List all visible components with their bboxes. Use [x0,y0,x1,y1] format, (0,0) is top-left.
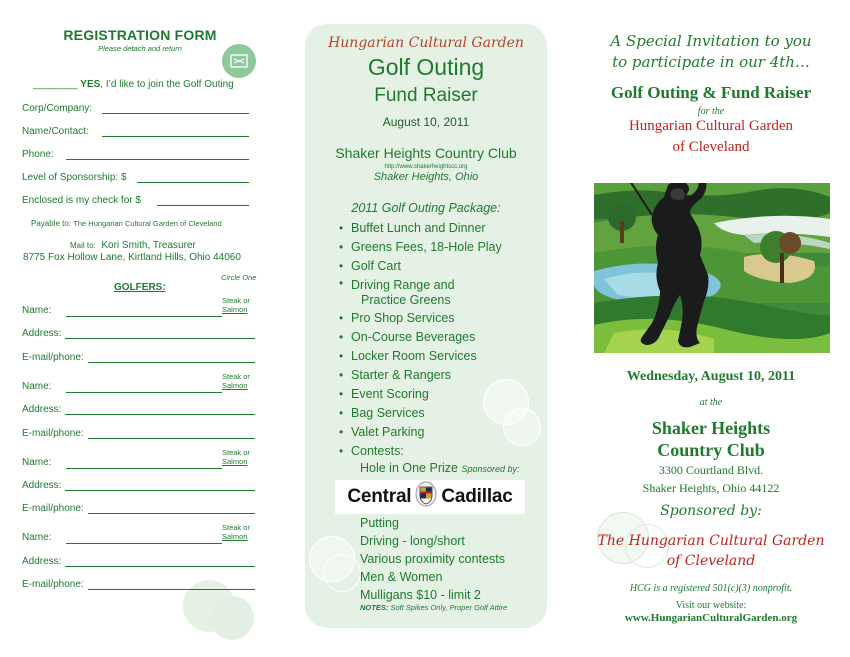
golfer-email-field[interactable] [88,589,255,590]
contest-item: Putting [360,516,399,530]
name-contact-field[interactable] [102,136,249,137]
golfer-address-field[interactable] [65,414,255,415]
golfer-name-field[interactable] [66,392,222,393]
sponsorship-label: Level of Sponsorship: $ [22,172,127,183]
golfer-name-field[interactable] [66,468,222,469]
golfer-email-label: E-mail/phone: [22,503,84,514]
list-item [339,276,502,309]
sponsorship-field[interactable] [137,182,249,183]
cadillac-crest-icon [415,481,437,513]
nonprofit-note: HCG is a registered 501(c)(3) nonprofit. [629,583,793,594]
golfer-address-label: Address: [22,328,62,339]
contest-item: Driving - long/short [360,534,465,548]
list-item-text: Driving Range and [351,278,455,292]
registration-panel [0,0,285,657]
club-city: Shaker Heights, Ohio [373,171,479,183]
org-name-line-1: Hungarian Cultural Garden [628,118,794,134]
org-name-line-2: of Cleveland [672,139,750,155]
list-item: • Starter & Rangers [339,366,502,385]
corp-field[interactable] [102,113,249,114]
invitation-line-2: to participate in our 4th… [612,53,810,71]
name-contact-label: Name/Contact: [22,126,89,137]
payable-line [31,219,222,228]
at-the-label: at the [699,397,723,408]
sponsor-name-line-2: of Cleveland [666,553,756,569]
yes-text: , I’d like to join the Golf Outing [100,79,234,90]
join-blank: ________ [33,79,78,90]
list-item: • Contests: [339,442,502,461]
golfer-email-field[interactable] [88,438,255,439]
club-name: Shaker Heights Country Club [335,145,517,161]
invitation-date: Wednesday, August 10, 2011 [626,369,796,384]
enclosed-field[interactable] [157,205,249,206]
list-item: • Bag Services [339,404,502,423]
join-line [33,79,234,90]
package-title: 2011 Golf Outing Package: [351,201,501,215]
enclosed-label: Enclosed is my check for $ [22,195,141,206]
phone-label: Phone: [22,149,54,160]
golfer-email-label: E-mail/phone: [22,352,84,363]
golfer-email-field[interactable] [88,362,255,363]
golfer-email-label: E-mail/phone: [22,579,84,590]
fund-raiser-title: Fund Raiser [374,85,478,106]
meal-choice[interactable]: Steak or Salmon [222,448,250,466]
golfer-email-field[interactable] [88,513,255,514]
contest-item: Men & Women [360,570,443,584]
golfer-address-field[interactable] [65,338,255,339]
registration-title: REGISTRATION FORM [63,27,217,43]
golfers-heading: GOLFERS: [114,282,166,293]
sponsor-left-word: Central [347,486,412,507]
hole-in-one-prize: Hole in One Prize [360,461,458,475]
mail-label: Mail to: [70,241,96,250]
golfer-name-field[interactable] [66,543,222,544]
meal-choice[interactable]: Steak or Salmon [222,372,250,390]
golfer-address-label: Address: [22,480,62,491]
sponsor-right-word: Cadillac [441,486,513,507]
list-item: • On-Course Beverages [339,328,502,347]
sponsored-by-heading: Sponsored by: [660,503,762,519]
event-title: Golf Outing & Fund Raiser [610,83,812,102]
contest-item: Mulligans $10 - limit 2 [360,588,481,602]
notes-line [360,603,507,612]
club-address-line-2: Shaker Heights, Ohio 44122 [642,481,780,495]
list-item: • Pro Shop Services [339,309,502,328]
phone-field[interactable] [66,159,249,160]
club-name-line-2: Country Club [657,440,765,460]
list-item-continuation: Practice Greens [361,293,451,307]
invitation-line-1: A Special Invitation to you [610,32,812,50]
circle-one-note: Circle One [221,273,257,282]
yes-label: YES [80,79,101,90]
list-item: • Greens Fees, 18-Hole Play [339,238,502,257]
sponsor-name-line-1: The Hungarian Cultural Garden [597,533,825,549]
list-item: • Event Scoring [339,385,502,404]
payable-value: The Hungarian Cultural Garden of Cleveland [73,219,222,228]
for-the-label: for the [697,106,725,117]
website-link[interactable]: www.HungarianCulturalGarden.org [624,612,798,624]
golfer-name-label: Name: [22,532,52,543]
central-cadillac-logo [335,480,525,514]
golfer-address-field[interactable] [65,490,255,491]
hcg-title: Hungarian Cultural Garden [328,35,524,51]
mail-name: Kori Smith, Treasurer [101,240,196,251]
list-item: • Buffet Lunch and Dinner [339,219,502,238]
event-date: August 10, 2011 [382,115,470,129]
decor-circle [323,554,361,592]
list-item: • Golf Cart [339,257,502,276]
mail-address: 8775 Fox Hollow Lane, Kirtland Hills, Ohio 44060 [23,252,241,263]
golfer-email-label: E-mail/phone: [22,428,84,439]
golfer-address-label: Address: [22,404,62,415]
meal-choice[interactable]: Steak or Salmon [222,296,250,314]
contest-item: Various proximity contests [360,552,505,566]
registration-subtitle: Please detach and return [98,44,182,53]
corp-label: Corp/Company: [22,103,93,114]
notes-text: Soft Spikes Only, Proper Golf Attire [390,603,508,612]
list-item: • Locker Room Services [339,347,502,366]
notes-label: NOTES: [360,603,389,612]
invitation-panel [585,0,850,657]
golf-outing-title: Golf Outing [367,54,485,80]
golfer-address-field[interactable] [65,566,255,567]
golfer-name-field[interactable] [66,316,222,317]
package-list [339,219,502,461]
package-panel [305,24,547,628]
club-url-link[interactable]: http://www.shakerheightscc.org [384,164,468,170]
scissors-icon [222,44,256,78]
golfer-illustration [594,183,830,353]
decor-circle [503,408,541,446]
golfer-name-label: Name: [22,381,52,392]
visit-website-label: Visit our website: [675,600,747,611]
golfer-address-label: Address: [22,556,62,567]
decor-circle [210,596,254,640]
payable-label: Payable to: [31,219,72,228]
meal-choice[interactable]: Steak or Salmon [222,523,250,541]
mail-line [70,240,196,251]
club-name-line-1: Shaker Heights [651,418,771,438]
club-address-line-1: 3300 Courtland Blvd. [658,463,764,477]
list-item: • Valet Parking [339,423,502,442]
golfer-name-label: Name: [22,457,52,468]
hole-in-one-line [360,461,520,475]
golfer-name-label: Name: [22,305,52,316]
sponsored-by-small: Sponsored by: [461,464,520,474]
